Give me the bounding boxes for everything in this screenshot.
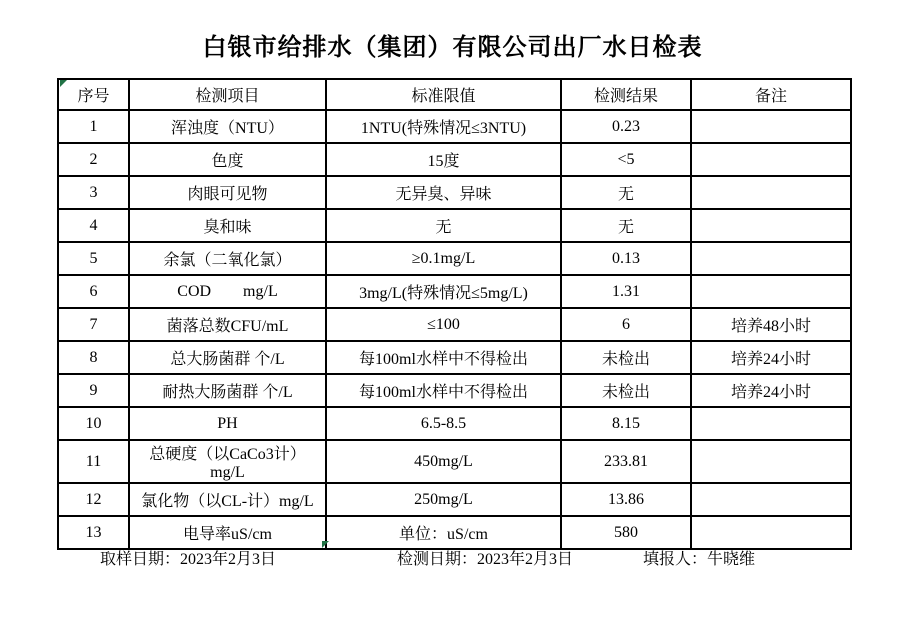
cell-result: 无: [561, 209, 691, 242]
test-date-label: 检测日期：2023年2月3日: [397, 551, 574, 568]
table-row: [58, 308, 851, 341]
cell-item: 臭和味: [129, 209, 326, 242]
cell-item: 色度: [129, 143, 326, 176]
page-title: 白银市给排水（集团）有限公司出厂水日检表: [202, 35, 703, 61]
cell-result: 580: [561, 516, 691, 549]
cell-item: 总硬度（以CaCo3计）mg/L: [129, 440, 326, 483]
cell-item: 浑浊度（NTU）: [129, 110, 326, 143]
cell-remark: [691, 209, 851, 242]
cell-item: 氯化物（以CL-计）mg/L: [129, 483, 326, 516]
column-header-2: 标准限值: [326, 79, 561, 110]
cell-no: 1: [58, 110, 129, 143]
reporter-label: 填报人：牛晓维: [643, 551, 756, 568]
table-row: [58, 176, 851, 209]
cell-item: 总大肠菌群 个/L: [129, 341, 326, 374]
cell-no: 6: [58, 275, 129, 308]
table-row: [58, 483, 851, 516]
table-row: [58, 275, 851, 308]
cell-limit: 6.5-8.5: [326, 407, 561, 440]
cell-limit: 15度: [326, 143, 561, 176]
cell-remark: [691, 483, 851, 516]
cell-remark: 培养48小时: [691, 308, 851, 341]
cell-no: 7: [58, 308, 129, 341]
table-row: [58, 242, 851, 275]
cell-limit: 单位：uS/cm: [326, 516, 561, 549]
cell-no: 9: [58, 374, 129, 407]
table-row: [58, 516, 851, 549]
cell-limit: ≥0.1mg/L: [326, 242, 561, 275]
table-row: [58, 143, 851, 176]
inspection-table-wrap: [57, 78, 852, 550]
table-row: [58, 110, 851, 143]
column-header-4: 备注: [691, 79, 851, 110]
cell-no: 8: [58, 341, 129, 374]
cell-limit: 每100ml水样中不得检出: [326, 341, 561, 374]
cell-result: 未检出: [561, 374, 691, 407]
cell-limit: 无异臭、异味: [326, 176, 561, 209]
cell-item: PH: [129, 407, 326, 440]
cell-no: 13: [58, 516, 129, 549]
table-row: [58, 440, 851, 483]
cell-remark: [691, 407, 851, 440]
table-row: [58, 209, 851, 242]
cell-limit: 450mg/L: [326, 440, 561, 483]
inspection-table: [57, 78, 852, 550]
cell-no: 12: [58, 483, 129, 516]
cell-result: <5: [561, 143, 691, 176]
cell-limit: ≤100: [326, 308, 561, 341]
cell-item: 电导率uS/cm: [129, 516, 326, 549]
cell-result: 6: [561, 308, 691, 341]
cell-result: 0.13: [561, 242, 691, 275]
cell-limit: 无: [326, 209, 561, 242]
cell-remark: [691, 440, 851, 483]
cell-no: 5: [58, 242, 129, 275]
cell-remark: [691, 242, 851, 275]
cell-item: 耐热大肠菌群 个/L: [129, 374, 326, 407]
cell-remark: 培养24小时: [691, 341, 851, 374]
cell-no: 2: [58, 143, 129, 176]
cell-result: 1.31: [561, 275, 691, 308]
cell-error-indicator-icon: [60, 80, 67, 87]
cell-item: COD mg/L: [129, 275, 326, 308]
cell-result: 13.86: [561, 483, 691, 516]
cell-item: 余氯（二氧化氯）: [129, 242, 326, 275]
table-row: [58, 407, 851, 440]
column-header-3: 检测结果: [561, 79, 691, 110]
cell-remark: [691, 143, 851, 176]
cell-limit: 1NTU(特殊情况≤3NTU): [326, 110, 561, 143]
cell-result: 8.15: [561, 407, 691, 440]
cell-result: 未检出: [561, 341, 691, 374]
cell-no: 3: [58, 176, 129, 209]
header-row: [58, 79, 851, 110]
cell-remark: [691, 176, 851, 209]
cell-remark: 培养24小时: [691, 374, 851, 407]
cell-result: 233.81: [561, 440, 691, 483]
cell-result: 0.23: [561, 110, 691, 143]
cell-remark: [691, 516, 851, 549]
footer: [0, 546, 905, 568]
sampling-date-label: 取样日期：2023年2月3日: [100, 551, 277, 568]
cell-limit: 3mg/L(特殊情况≤5mg/L): [326, 275, 561, 308]
cell-limit: 250mg/L: [326, 483, 561, 516]
column-header-1: 检测项目: [129, 79, 326, 110]
cell-result: 无: [561, 176, 691, 209]
table-row: [58, 374, 851, 407]
cell-limit: 每100ml水样中不得检出: [326, 374, 561, 407]
cell-no: 11: [58, 440, 129, 483]
column-header-0: 序号: [58, 79, 129, 110]
table-body: [58, 110, 851, 549]
cell-item: 菌落总数CFU/mL: [129, 308, 326, 341]
cell-no: 4: [58, 209, 129, 242]
cell-remark: [691, 275, 851, 308]
cell-remark: [691, 110, 851, 143]
table-row: [58, 341, 851, 374]
cell-item: 肉眼可见物: [129, 176, 326, 209]
cell-no: 10: [58, 407, 129, 440]
